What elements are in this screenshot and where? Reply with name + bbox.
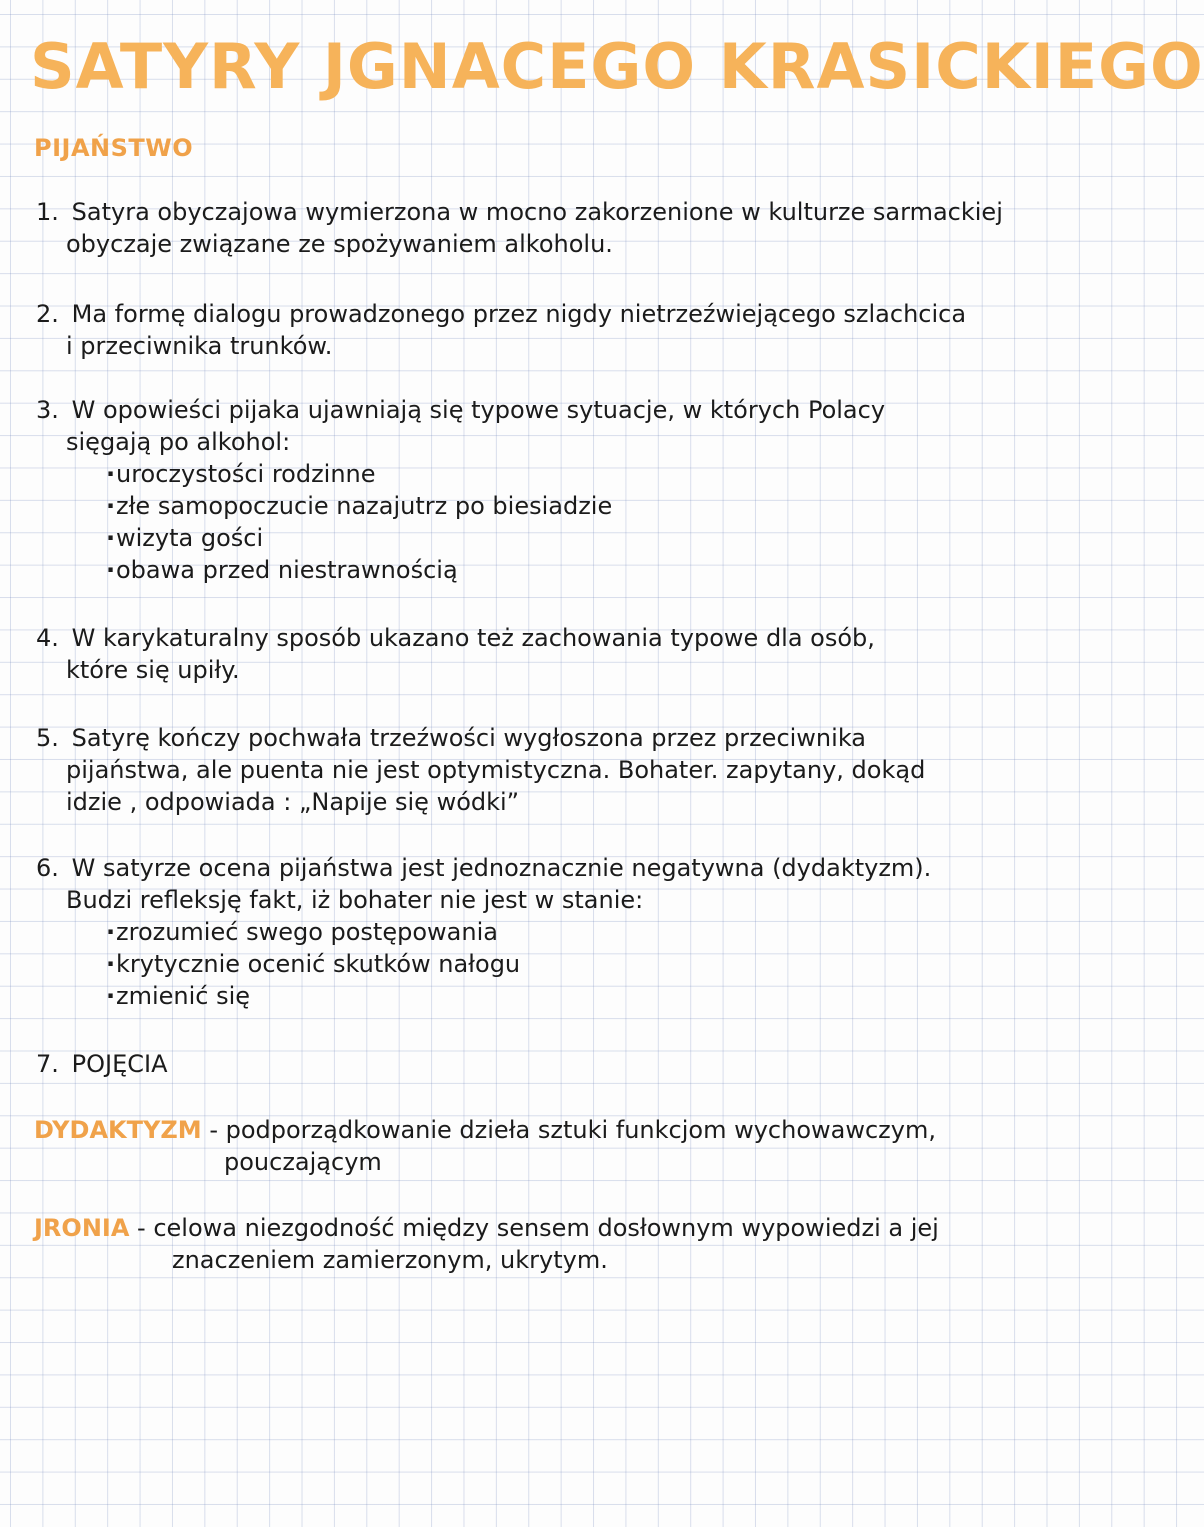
definition-dydaktyzm: [34, 1114, 1074, 1178]
item-text: POJĘCIA: [71, 1050, 168, 1078]
bullet-item: · złe samopoczucie nazajutrz po biesiadzie: [106, 490, 1076, 522]
list-item: [36, 196, 1076, 260]
definition-ironia: [34, 1212, 1074, 1276]
item-text: obyczaje związane ze spożywaniem alkoholu.: [66, 230, 613, 258]
item-line: [36, 1048, 1076, 1080]
item-line: [36, 722, 1076, 754]
item-line: [36, 298, 1076, 330]
item-line: [36, 852, 1076, 884]
definition-line: JRONIA - celowa niezgodność między sensem dosłownym wypowiedzi a jej: [34, 1214, 939, 1242]
item-text: Budzi refleksję fakt, iż bohater nie jest w stanie:: [66, 886, 644, 914]
item-number: 2.: [36, 300, 59, 328]
definition-term: DYDAKTYZM: [34, 1116, 202, 1144]
item-number: 6.: [36, 854, 59, 882]
list-item: [36, 852, 1076, 1012]
bullet-item: · uroczystości rodzinne: [106, 458, 1076, 490]
definition-line: DYDAKTYZM - podporządkowanie dzieła sztuki funkcjom wychowawczym,: [34, 1116, 936, 1144]
item-number: 4.: [36, 624, 59, 652]
definition-term: JRONIA: [34, 1214, 130, 1242]
section-title: PIJAŃSTWO: [34, 134, 194, 162]
item-number: 1.: [36, 198, 59, 226]
bullet-item: · zmienić się: [106, 980, 1076, 1012]
list-item: [36, 722, 1076, 818]
item-text: W karykaturalny sposób ukazano też zachowania typowe dla osób,: [71, 624, 875, 652]
item-number: 3.: [36, 396, 59, 424]
bullet-item: · obawa przed niestrawnością: [106, 554, 1076, 586]
list-item: [36, 394, 1076, 586]
item-text: W opowieści pijaka ujawniają się typowe sytuacje, w których Polacy: [71, 396, 886, 424]
page-title: SATYRY JGNACEGO KRASICKIEGO: [30, 30, 1204, 103]
bullet-list: [36, 916, 1076, 1012]
item-text: które się upiły.: [66, 656, 240, 684]
bullet-list: [36, 458, 1076, 586]
definition-text: celowa niezgodność między sensem dosłownym wypowiedzi a jej: [153, 1214, 939, 1242]
definition-text: pouczającym: [224, 1148, 382, 1176]
list-item: [36, 622, 1076, 686]
bullet-item: · zrozumieć swego postępowania: [106, 916, 1076, 948]
item-number: 7.: [36, 1050, 59, 1078]
item-line: [36, 622, 1076, 654]
item-text: sięgają po alkohol:: [66, 428, 291, 456]
list-item: [36, 298, 1076, 362]
definition-text: znaczeniem zamierzonym, ukrytym.: [172, 1246, 608, 1274]
item-text: Ma formę dialogu prowadzonego przez nigdy nietrzeźwiejącego szlachcica: [71, 300, 967, 328]
item-text: W satyrze ocena pijaństwa jest jednoznacznie negatywna (dydaktyzm).: [71, 854, 932, 882]
bullet-item: · wizyta gości: [106, 522, 1076, 554]
item-text: Satyrę kończy pochwała trzeźwości wygłoszona przez przeciwnika: [71, 724, 866, 752]
bullet-item: · krytycznie ocenić skutków nałogu: [106, 948, 1076, 980]
item-text: idzie , odpowiada : „Napije się wódki”: [66, 788, 520, 816]
item-text: i przeciwnika trunków.: [66, 332, 333, 360]
item-number: 5.: [36, 724, 59, 752]
definition-text: podporządkowanie dzieła sztuki funkcjom wychowawczym,: [225, 1116, 936, 1144]
item-text: pijaństwa, ale puenta nie jest optymistyczna. Bohater. zapytany, dokąd: [66, 756, 926, 784]
list-item: [36, 1048, 1076, 1080]
item-line: [36, 394, 1076, 426]
item-text: Satyra obyczajowa wymierzona w mocno zakorzenione w kulturze sarmackiej: [71, 198, 1003, 226]
item-line: [36, 196, 1076, 228]
